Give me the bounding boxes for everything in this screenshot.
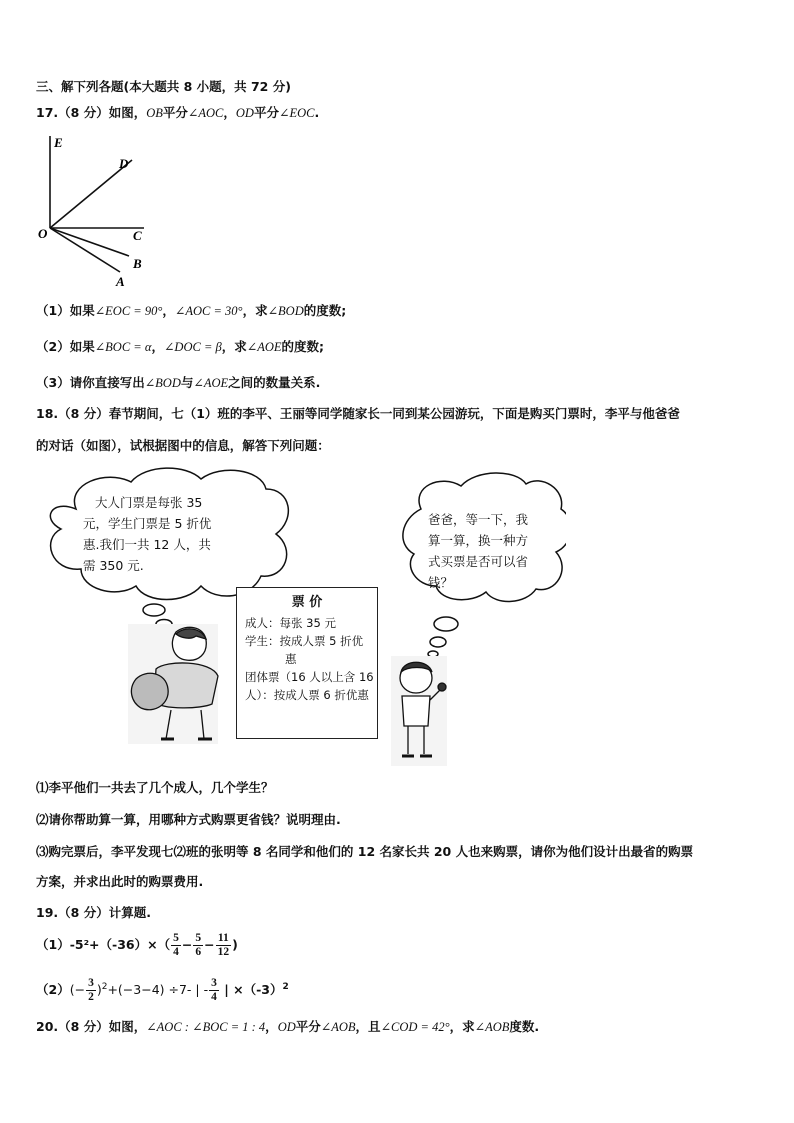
exponent: 2 [282, 982, 289, 992]
price-line: 惠 [285, 652, 297, 666]
q17-stem-ob: OB [146, 106, 163, 120]
price-title: 票 价 [291, 595, 323, 610]
boy-figure [391, 656, 447, 766]
bubble-left-line: 大人门票是每张 35 [95, 495, 203, 510]
q17-angle-figure [34, 130, 164, 290]
fraction [216, 932, 232, 959]
label-c: C [133, 228, 142, 243]
q20-aob-2: ∠AOB [474, 1020, 510, 1034]
q17-stem-prefix: 17.（8 分）如图， [36, 105, 147, 120]
ray-ob [50, 228, 129, 256]
q17-p1-aoc: ∠AOC = 30° [174, 304, 243, 318]
price-box [236, 587, 378, 739]
q17-p1-eoc: ∠EOC = 90° [94, 304, 163, 318]
q19-part1 [36, 930, 238, 960]
q17-stem-od: OD [235, 106, 254, 120]
denominator: 4 [173, 946, 179, 958]
bubble-right-line: 算一算，换一种方 [428, 533, 529, 548]
q18-line1: 18.（8 分）春节期间，七（1）班的李平、王丽等同学随家长一同到某公园游玩，下面是购买门票时，李平与他爸爸 [36, 406, 680, 421]
fraction [86, 977, 96, 1004]
q17-p2-boc: ∠BOC = α [94, 340, 152, 354]
q20-prefix: 20.（8 分）如图， [36, 1019, 147, 1034]
bubble-right-line: 式买票是否可以省 [428, 554, 529, 569]
q17-p3-aoe: ∠AOE [193, 376, 229, 390]
denominator: 12 [217, 946, 230, 958]
fraction [209, 977, 219, 1004]
q17-stem-comma: ， [223, 105, 236, 120]
q17-p3-bod: ∠BOD [144, 376, 181, 390]
price-line: 团体票（16 人以上含 16 [245, 670, 374, 684]
q19-part2 [36, 972, 289, 1005]
q20-sep: ， [265, 1019, 278, 1034]
label-b: B [133, 256, 142, 271]
q17-p2-sep: ， [151, 339, 164, 354]
q20-ratio: ∠AOC : ∠BOC = 1 : 4 [146, 1020, 266, 1034]
q17-p2-aoe: ∠AOE [246, 340, 282, 354]
bubble-left-line: 需 350 元. [83, 558, 144, 573]
q17-p2-doc: ∠DOC = β [163, 340, 222, 354]
bubble-right-line: 爸爸，等一下，我 [428, 512, 529, 527]
q17-stem-ping1: 平分 [162, 105, 188, 120]
price-line: 人）：按成人票 6 折优惠 [245, 688, 369, 702]
q18-sub3a: ⑶购完票后，李平发现七⑵班的张明等 8 名同学和他们的 12 名家长共 20 人也来购票，请你为他们设计出最省的购票 [36, 844, 694, 859]
q20-end: 度数. [509, 1019, 540, 1034]
q20-cod: ∠COD = 42° [380, 1020, 450, 1034]
q19-title: 19.（8 分）计算题. [36, 905, 151, 920]
q17-stem-aoc: ∠AOC [187, 106, 224, 120]
numerator: 11 [216, 932, 232, 946]
section-header: 三、解下列各题(本大题共 8 小题，共 72 分) [36, 79, 291, 94]
q19-p2-mid: +(−3−4) ÷7- | - [107, 982, 209, 998]
ray-oa [50, 228, 120, 272]
price-line: 成人：每张 35 元 [245, 616, 336, 630]
numerator: 5 [195, 932, 202, 944]
q17-stem [36, 104, 319, 122]
q20-ping: 平分 [295, 1019, 321, 1034]
minus-sign: − [181, 937, 193, 952]
bubble-right-line: 钱？ [428, 575, 454, 590]
q20-mid: ，且 [355, 1019, 381, 1034]
q17-stem-end: . [314, 105, 320, 120]
q19-p2-prefix: （2） [36, 982, 70, 998]
q20-mid2: ，求 [449, 1019, 475, 1034]
q17-p1-bod: ∠BOD [267, 304, 304, 318]
q20-od: OD [277, 1020, 296, 1034]
fraction [171, 932, 181, 959]
q18-sub1: ⑴李平他们一共去了几个成人，几个学生？ [36, 780, 274, 795]
q18-sub3b: 方案，并求出此时的购票费用. [36, 874, 204, 889]
q17-p3-mid: 与 [180, 375, 194, 390]
q19-p1-prefix: （1）-5²+（-36）×（ [36, 937, 171, 952]
q20-stem [36, 1018, 539, 1036]
q17-p3-end: 之间的数量关系. [228, 375, 321, 390]
close-paren: ) [232, 937, 238, 952]
label-d: D [119, 156, 129, 171]
q17-p2-end: 的度数; [281, 339, 325, 354]
denominator: 2 [88, 991, 94, 1004]
open-paren: (− [69, 982, 86, 998]
label-o: O [38, 226, 48, 241]
bubble-left-line: 惠.我们一共 12 人，共 [83, 537, 211, 552]
q17-p1-mid: ，求 [242, 303, 268, 318]
denominator: 4 [211, 991, 217, 1004]
minus-sign: − [204, 937, 215, 952]
q19-p2-end: | ×（-3） [219, 982, 283, 998]
q17-p1-prefix: （1）如果 [36, 303, 95, 318]
q18-line2: 的对话（如图），试根据图中的信息，解答下列问题： [36, 438, 330, 453]
q17-part3 [36, 374, 320, 392]
label-e: E [54, 135, 63, 150]
father-figure [128, 624, 218, 744]
q17-p2-prefix: （2）如果 [36, 339, 95, 354]
q17-p3-prefix: （3）请你直接写出 [36, 375, 145, 390]
q17-part2 [36, 338, 324, 356]
q20-aob: ∠AOB [320, 1020, 356, 1034]
numerator: 3 [88, 977, 94, 990]
q17-p1-end: 的度数; [303, 303, 347, 318]
q17-stem-ping2: 平分 [253, 105, 279, 120]
exponent: 2 [101, 982, 108, 992]
q17-part1 [36, 302, 346, 320]
q17-p2-mid: ，求 [221, 339, 247, 354]
denominator: 6 [195, 946, 202, 958]
numerator: 3 [211, 977, 217, 990]
price-line: 学生：按成人票 5 折优 [245, 634, 364, 648]
q17-p1-sep: ， [162, 303, 175, 318]
bubble-left-line: 元，学生门票是 5 折优 [83, 516, 212, 531]
numerator: 5 [173, 932, 179, 944]
close-paren: ) [96, 982, 102, 998]
q17-stem-eoc: ∠EOC [278, 106, 315, 120]
label-a: A [116, 274, 125, 289]
bubble-right-text [428, 509, 528, 593]
fraction [193, 932, 203, 959]
bubble-left-text [83, 492, 211, 576]
q18-sub2: ⑵请你帮助算一算，用哪种方式购票更省钱？说明理由. [36, 812, 341, 827]
